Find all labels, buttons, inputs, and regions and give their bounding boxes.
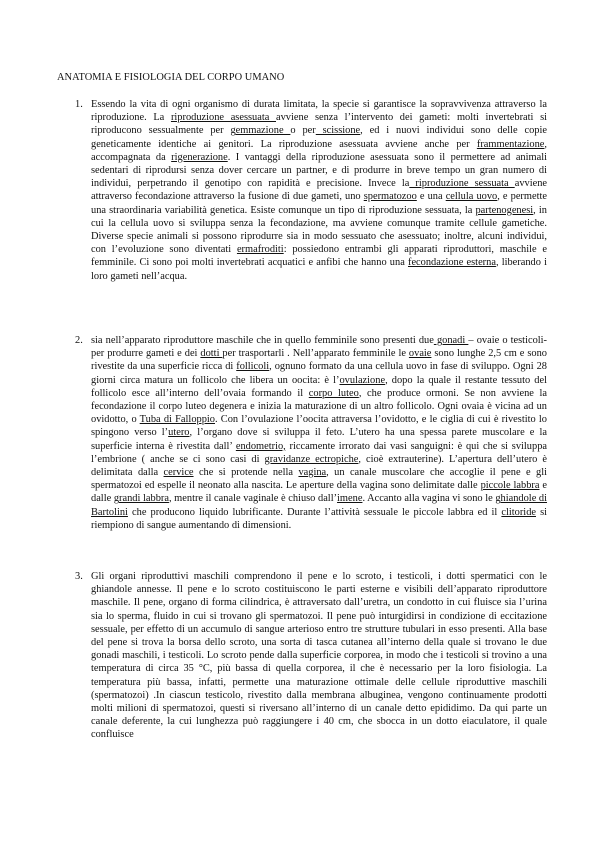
underlined-term: riproduzione asessuata (170, 112, 276, 124)
text-run: , accompagnata da (91, 138, 547, 163)
underlined-term: frammentazione (476, 138, 545, 150)
text-run: Gli organi riproduttivi maschili comprendono il pene e lo scroto, i testicoli, i dotti spermatici con le ghiandole annesse. Il pene e lo scroto costituiscono le parti esterne e visibili dell’apparato riproduttore maschile. Il pene, organo di forma cilindrica, è attraversato dall’uretra, un condotto in cui fluisce sia l’urina sia lo sperma, fluido in cui si trovano gli spermatozoi. Il pene può inturgidirsi in condizione di eccitazione sessuale, per effetto di un accumulo di sangue arterioso entro tre strutture tubulari in esso presenti. Alla base del pene si trova la borsa dello scroto, una sorta di tasca cutanea all’interno della quale si trovano le due gonadi maschili, i testicoli. Lo scroto pende dalla superficie corporea, in modo che i testicoli si trovino a una temperatura di circa 35 °C, più bassa di quella corporea, il che è necessario per la loro fisiologia. La temperatura più bassa, infatti, permette una maturazione ottimale delle cellule riproduttive maschili (spermatozoi) .In ciascun testicolo, rivestito dalla membrana albuginea, vengono continuamente prodotti molti milioni di spermatozoi, questi si riversano all’interno di un canale detto epididimo. Da qui parte un canale deferente, la cui lunghezza può raggiungere i 40 cm, che sbocca in un dotto eiaculatore, il quale confluisce (91, 571, 547, 741)
text-run: o per (290, 125, 316, 137)
underlined-term: ovulazione (339, 374, 386, 386)
underlined-term: vagina (298, 467, 327, 479)
text-run: sia nell’apparato riproduttore maschile che in quello femminile sono presenti due (91, 335, 434, 346)
text-run: , cioè extrauterine). L’apertura dell’utero è delimitata dalla (91, 453, 547, 479)
underlined-term: dotti (200, 348, 223, 360)
underlined-term: corpo luteo (308, 387, 359, 399)
list-item-text (91, 98, 547, 283)
text-run: – ovaie o testicoli- per produrre gameti e dei (91, 335, 547, 360)
text-run: , liberando i loro gameti nell’acqua. (91, 257, 548, 282)
text-run: , ed i nuovi individui sono delle copie geneticamente identiche ai genitori. La riproduzione asessuata avviene anche per (91, 125, 547, 150)
underlined-term: fecondazione esterna (407, 257, 496, 269)
list-item-text (91, 334, 547, 532)
document-title: ANATOMIA E FISIOLOGIA DEL CORPO UMANO (57, 72, 285, 83)
text-run: avviene senza l’intervento dei gameti: molti invertebrati si riproducono sessualmente per (91, 112, 548, 137)
underlined-term: follicoli (236, 361, 270, 373)
underlined-term: cellula uovo (445, 191, 498, 203)
text-run: e una (416, 191, 446, 203)
text-run: per trasportarli . Nell’apparato femminile le (222, 348, 409, 360)
underlined-term: ovaie (408, 348, 432, 360)
text-run: . I vantaggi della riproduzione asessuata sono il permettere ad animali sedentari di riprodursi senza dover cercare un partner, e di produrre in breve tempo un gran numero di individui, perpetrando il genotipo con rapidità e precisione. Invece la (91, 151, 547, 190)
text-run: che si protende nella (193, 467, 299, 479)
text-run: che producono liquido lubrificante. Durante l’attività sessuale le piccole labbra ed il (127, 506, 502, 518)
underlined-term: endometrio, (235, 440, 286, 452)
list-item-number: 2. (75, 335, 83, 346)
underlined-term: Tuba di Falloppio (139, 414, 215, 426)
underlined-term: gravidanze ectropiche (264, 453, 359, 465)
underlined-term: imene (337, 493, 363, 505)
text-run: riccamente irrorato dai vasi sanguigni: è qui che si sviluppa l’embrione ( anche se ci sono casi di (91, 440, 547, 465)
text-run: , un canale muscolare che accoglie il pene e gli spermatozoi ed espelle il neonato alla nascita. Le aperture della vagina sono delimitate dalle (91, 467, 547, 492)
underlined-term: grandi labbra (113, 493, 169, 505)
underlined-term: ermafroditi (236, 244, 284, 256)
underlined-term: spermatozoo (363, 191, 417, 203)
underlined-term: utero (168, 427, 190, 439)
text-run: si riempiono di sangue aumentando di dimensioni. (91, 506, 547, 531)
underlined-term: cervice (163, 467, 194, 479)
text-run: sono lunghe 2,5 cm e sono rivestite da una superficie ricca di (91, 348, 547, 373)
text-run: . Accanto alla vagina vi sono le (362, 493, 496, 505)
text-run: , mentre il canale vaginale è chiuso dall’ (168, 493, 338, 505)
text-run: , ognuno formato da una cellula uovo in fase di sviluppo. Ogni 28 giorni circa matura un follicolo che libera un oocita: è l’ (91, 361, 547, 386)
list-item-text (91, 570, 547, 742)
underlined-term: gemmazione (230, 125, 291, 137)
list-item-number: 1. (75, 99, 83, 110)
text-run: avviene attraverso fecondazione attraverso la fusione di due gameti, uno (91, 178, 548, 203)
text-run: , dopo la quale il restante tessuto del follicolo esce all’interno dell’ovaia formando il (91, 374, 548, 399)
underlined-term: clitoride (501, 506, 536, 518)
underlined-term: scissione (315, 125, 361, 137)
text-run: , che produce ormoni. Se non avviene la fecondazione il corpo luteo degenera e inizia la maturazione di un altro follicolo. Ogni ovaia è vicina ad un ovidotto, o (91, 387, 547, 426)
list-item-number: 3. (75, 571, 83, 582)
text-run: , l’organo dove si sviluppa il feto. L’utero ha una spessa parete muscolare e la superficie interna è rivestita dall’ (91, 427, 547, 452)
underlined-term: gonadi (433, 335, 469, 346)
underlined-term: partenogenesi (475, 204, 534, 216)
text-run: : possiedono entrambi gli apparati riproduttori, maschile e femminile. Ci sono poi molti invertebrati acquatici e anfibi che hanno una (91, 244, 547, 269)
underlined-term: ghiandole di Bartolini (91, 493, 548, 518)
text-run: Essendo la vita di ogni organismo di durata limitata, la specie si garantisce la sopravvivenza attraverso la riproduzione. La (91, 99, 547, 124)
underlined-term: piccole labbra (480, 480, 540, 492)
text-run: , in cui la cellula uovo si sviluppa senza la fecondazione, ma avviene comunque tramite cellule gametiche. Diverse specie animali si possono riprodurre sia in modo sessuato che asessuato; inoltre, alcuni individui, con l’evoluzione sono diventati (91, 204, 547, 256)
text-run: , e permette una straordinaria variabilità genetica. Esiste comunque un tipo di riproduzione sessuata, la (91, 191, 547, 216)
text-run: e dalle (91, 480, 547, 505)
text-run: . Con l’ovulazione l’oocita attraversa l’ovidotto, e le ciglia di cui è rivestito lo spingono verso l’ (91, 414, 547, 439)
underlined-term: riproduzione sessuata (409, 178, 515, 190)
underlined-term: rigenerazione (171, 151, 228, 163)
